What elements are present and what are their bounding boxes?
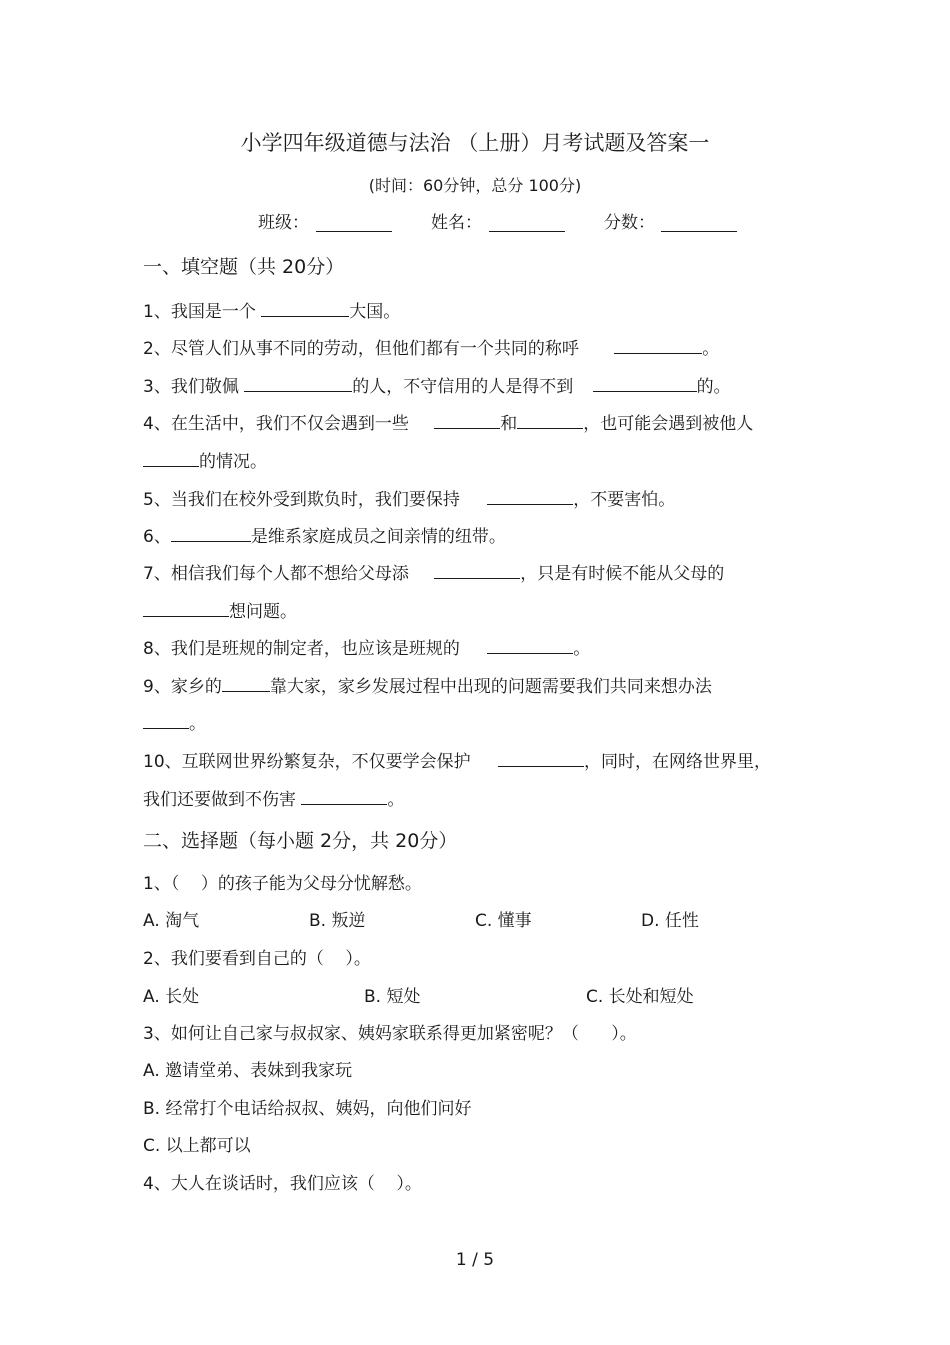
answer-blank[interactable] <box>143 450 199 467</box>
section1-heading: 一、填空题（共 20分） <box>143 256 345 278</box>
section2-heading: 二、选择题（每小题 2分，共 20分） <box>143 830 458 852</box>
answer-blank[interactable] <box>498 750 584 767</box>
s1-question-6: 6、 是维系家庭成员之间亲情的纽带。 <box>143 527 506 547</box>
s1-question-4: 4、在生活中，我们不仅会遇到一些 和 ，也可能会遇到被他人 <box>143 414 754 434</box>
s1-question-7-cont: 想问题。 <box>143 600 297 622</box>
answer-blank[interactable] <box>261 300 349 317</box>
answer-blank[interactable] <box>487 637 573 654</box>
option-d[interactable]: D. 任性 <box>641 911 699 931</box>
s1-question-8: 8、我们是班规的制定者，也应该是班规的 。 <box>143 639 591 659</box>
score-label: 分数： <box>604 213 655 233</box>
option-c[interactable]: C. 长处和短处 <box>586 987 694 1007</box>
s1-question-3: 3、我们敬佩 的人，不守信用的人是得不到 的。 <box>143 377 731 397</box>
s1-question-7: 7、相信我们每个人都不想给父母添 ，只是有时候不能从父母的 <box>143 564 725 584</box>
class-label: 班级： <box>258 213 309 233</box>
answer-blank[interactable] <box>614 337 702 354</box>
option-b[interactable]: B. 短处 <box>364 987 421 1007</box>
name-blank[interactable] <box>489 231 565 232</box>
s2-question-4: 4、大人在谈话时，我们应该（ ）。 <box>143 1174 422 1194</box>
name-label: 姓名： <box>431 213 482 233</box>
option-b[interactable]: B. 经常打个电话给叔叔、姨妈，向他们问好 <box>143 1099 472 1119</box>
answer-blank[interactable] <box>222 675 270 692</box>
answer-blank[interactable] <box>301 788 387 805</box>
s1-question-2: 2、尽管人们从事不同的劳动，但他们都有一个共同的称呼 。 <box>143 339 720 359</box>
s1-question-10-cont: 我们还要做到不伤害 。 <box>143 790 405 810</box>
page-number: 1 / 5 <box>455 1250 495 1270</box>
s2-question-2: 2、我们要看到自己的（ ）。 <box>143 949 371 969</box>
option-c[interactable]: C. 以上都可以 <box>143 1136 251 1156</box>
s1-question-5: 5、当我们在校外受到欺负时，我们要保持 ，不要害怕。 <box>143 490 676 510</box>
s2-question-1: 1、（ ）的孩子能为父母分忧解愁。 <box>143 874 422 894</box>
s1-question-1: 1、我国是一个 大国。 <box>143 302 401 322</box>
answer-blank[interactable] <box>143 712 189 729</box>
s1-question-9: 9、家乡的 靠大家，家乡发展过程中出现的问题需要我们共同来想办法 <box>143 677 712 697</box>
exam-time-info: (时间：60分钟，总分 100分) <box>368 176 582 195</box>
score-blank[interactable] <box>661 231 737 232</box>
class-blank[interactable] <box>316 231 392 232</box>
option-b[interactable]: B. 叛逆 <box>309 911 366 931</box>
page-title: 小学四年级道德与法治 （上册）月考试题及答案一 <box>240 131 710 155</box>
s1-question-10: 10、互联网世界纷繁复杂，不仅要学会保护 ，同时，在网络世界里， <box>143 752 772 772</box>
s1-question-9-cont: 。 <box>143 712 206 734</box>
answer-blank[interactable] <box>593 375 697 392</box>
answer-blank[interactable] <box>244 375 352 392</box>
option-a[interactable]: A. 邀请堂弟、表妹到我家玩 <box>143 1061 353 1081</box>
answer-blank[interactable] <box>434 412 500 429</box>
s2-question-3: 3、如何让自己家与叔叔家、姨妈家联系得更加紧密呢？（ ）。 <box>143 1024 637 1044</box>
option-a[interactable]: A. 淘气 <box>143 911 200 931</box>
answer-blank[interactable] <box>434 562 520 579</box>
option-a[interactable]: A. 长处 <box>143 987 200 1007</box>
answer-blank[interactable] <box>143 600 229 617</box>
answer-blank[interactable] <box>487 488 573 505</box>
answer-blank[interactable] <box>171 525 251 542</box>
s1-question-4-cont: 的情况。 <box>143 450 267 472</box>
option-c[interactable]: C. 懂事 <box>475 911 532 931</box>
answer-blank[interactable] <box>517 412 583 429</box>
